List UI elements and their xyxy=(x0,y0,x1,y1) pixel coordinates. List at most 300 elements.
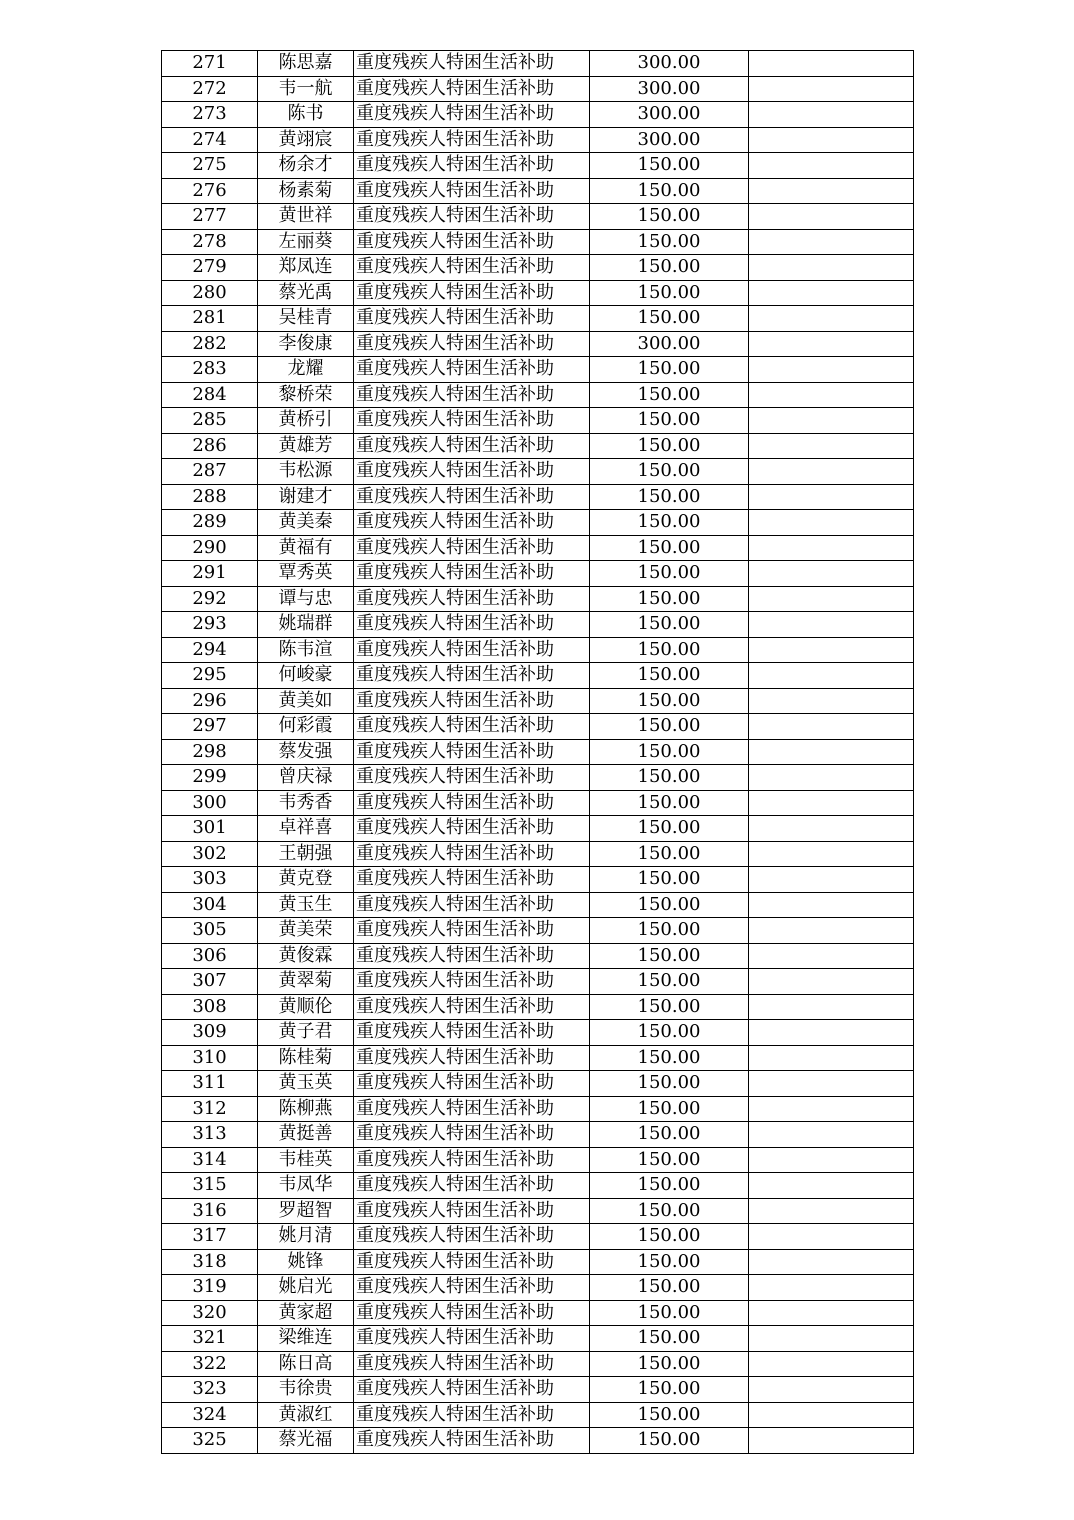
name-cell: 杨余才 xyxy=(258,153,354,179)
remark-cell xyxy=(749,255,914,281)
name-cell: 黄桥引 xyxy=(258,408,354,434)
subsidy-type-cell: 重度残疾人特困生活补助 xyxy=(354,280,590,306)
row-number-cell: 280 xyxy=(162,280,258,306)
amount-cell: 150.00 xyxy=(590,816,749,842)
amount-cell: 150.00 xyxy=(590,663,749,689)
table-row xyxy=(162,382,914,408)
table-row xyxy=(162,229,914,255)
amount-cell: 150.00 xyxy=(590,357,749,383)
amount-cell: 150.00 xyxy=(590,637,749,663)
amount-cell: 300.00 xyxy=(590,51,749,77)
name-cell: 陈柳燕 xyxy=(258,1096,354,1122)
subsidy-type-cell: 重度残疾人特困生活补助 xyxy=(354,535,590,561)
amount-cell: 300.00 xyxy=(590,331,749,357)
remark-cell xyxy=(749,484,914,510)
subsidy-type-cell: 重度残疾人特困生活补助 xyxy=(354,1249,590,1275)
amount-cell: 150.00 xyxy=(590,1198,749,1224)
row-number-cell: 289 xyxy=(162,510,258,536)
subsidy-type-cell: 重度残疾人特困生活补助 xyxy=(354,484,590,510)
subsidy-type-cell: 重度残疾人特困生活补助 xyxy=(354,918,590,944)
name-cell: 黄子君 xyxy=(258,1020,354,1046)
amount-cell: 150.00 xyxy=(590,1377,749,1403)
amount-cell: 150.00 xyxy=(590,688,749,714)
name-cell: 罗超智 xyxy=(258,1198,354,1224)
table-row xyxy=(162,331,914,357)
row-number-cell: 323 xyxy=(162,1377,258,1403)
row-number-cell: 321 xyxy=(162,1326,258,1352)
table-row xyxy=(162,178,914,204)
amount-cell: 150.00 xyxy=(590,1020,749,1046)
subsidy-type-cell: 重度残疾人特困生活补助 xyxy=(354,1122,590,1148)
row-number-cell: 314 xyxy=(162,1147,258,1173)
subsidy-type-cell: 重度残疾人特困生活补助 xyxy=(354,816,590,842)
amount-cell: 150.00 xyxy=(590,1224,749,1250)
table-row xyxy=(162,1147,914,1173)
name-cell: 黄家超 xyxy=(258,1300,354,1326)
name-cell: 姚启光 xyxy=(258,1275,354,1301)
row-number-cell: 273 xyxy=(162,102,258,128)
name-cell: 曾庆禄 xyxy=(258,765,354,791)
remark-cell xyxy=(749,153,914,179)
table-row xyxy=(162,969,914,995)
row-number-cell: 303 xyxy=(162,867,258,893)
row-number-cell: 278 xyxy=(162,229,258,255)
name-cell: 韦桂英 xyxy=(258,1147,354,1173)
table-row xyxy=(162,76,914,102)
row-number-cell: 279 xyxy=(162,255,258,281)
name-cell: 何彩霞 xyxy=(258,714,354,740)
name-cell: 姚瑞群 xyxy=(258,612,354,638)
remark-cell xyxy=(749,739,914,765)
name-cell: 韦凤华 xyxy=(258,1173,354,1199)
amount-cell: 150.00 xyxy=(590,1402,749,1428)
table-row xyxy=(162,408,914,434)
row-number-cell: 293 xyxy=(162,612,258,638)
remark-cell xyxy=(749,561,914,587)
amount-cell: 150.00 xyxy=(590,790,749,816)
remark-cell xyxy=(749,1224,914,1250)
amount-cell: 150.00 xyxy=(590,841,749,867)
row-number-cell: 276 xyxy=(162,178,258,204)
table-row xyxy=(162,510,914,536)
table-row xyxy=(162,1275,914,1301)
name-cell: 覃秀英 xyxy=(258,561,354,587)
subsidy-type-cell: 重度残疾人特困生活补助 xyxy=(354,1428,590,1454)
amount-cell: 150.00 xyxy=(590,535,749,561)
table-row xyxy=(162,867,914,893)
table-row xyxy=(162,994,914,1020)
row-number-cell: 285 xyxy=(162,408,258,434)
table-row xyxy=(162,816,914,842)
table-row xyxy=(162,204,914,230)
amount-cell: 150.00 xyxy=(590,510,749,536)
remark-cell xyxy=(749,229,914,255)
name-cell: 黎桥荣 xyxy=(258,382,354,408)
name-cell: 蔡光福 xyxy=(258,1428,354,1454)
subsidy-type-cell: 重度残疾人特困生活补助 xyxy=(354,459,590,485)
table-row xyxy=(162,1428,914,1454)
name-cell: 姚锋 xyxy=(258,1249,354,1275)
table-row xyxy=(162,459,914,485)
row-number-cell: 319 xyxy=(162,1275,258,1301)
row-number-cell: 301 xyxy=(162,816,258,842)
name-cell: 谢建才 xyxy=(258,484,354,510)
table-row xyxy=(162,306,914,332)
remark-cell xyxy=(749,1122,914,1148)
table-row xyxy=(162,535,914,561)
row-number-cell: 297 xyxy=(162,714,258,740)
remark-cell xyxy=(749,1147,914,1173)
table-row xyxy=(162,612,914,638)
remark-cell xyxy=(749,102,914,128)
row-number-cell: 286 xyxy=(162,433,258,459)
remark-cell xyxy=(749,1173,914,1199)
row-number-cell: 275 xyxy=(162,153,258,179)
amount-cell: 150.00 xyxy=(590,867,749,893)
name-cell: 郑凤连 xyxy=(258,255,354,281)
row-number-cell: 271 xyxy=(162,51,258,77)
row-number-cell: 305 xyxy=(162,918,258,944)
amount-cell: 150.00 xyxy=(590,1428,749,1454)
name-cell: 陈韦渲 xyxy=(258,637,354,663)
amount-cell: 150.00 xyxy=(590,204,749,230)
amount-cell: 150.00 xyxy=(590,561,749,587)
remark-cell xyxy=(749,535,914,561)
remark-cell xyxy=(749,994,914,1020)
table-row xyxy=(162,688,914,714)
remark-cell xyxy=(749,1249,914,1275)
row-number-cell: 308 xyxy=(162,994,258,1020)
name-cell: 杨素菊 xyxy=(258,178,354,204)
subsidy-type-cell: 重度残疾人特困生活补助 xyxy=(354,1096,590,1122)
row-number-cell: 315 xyxy=(162,1173,258,1199)
row-number-cell: 300 xyxy=(162,790,258,816)
amount-cell: 150.00 xyxy=(590,484,749,510)
subsidy-type-cell: 重度残疾人特困生活补助 xyxy=(354,306,590,332)
remark-cell xyxy=(749,612,914,638)
row-number-cell: 325 xyxy=(162,1428,258,1454)
remark-cell xyxy=(749,892,914,918)
subsidy-type-cell: 重度残疾人特困生活补助 xyxy=(354,663,590,689)
table-row xyxy=(162,943,914,969)
name-cell: 蔡光禹 xyxy=(258,280,354,306)
row-number-cell: 298 xyxy=(162,739,258,765)
subsidy-table xyxy=(161,50,914,1454)
subsidy-type-cell: 重度残疾人特困生活补助 xyxy=(354,561,590,587)
table-row xyxy=(162,102,914,128)
row-number-cell: 283 xyxy=(162,357,258,383)
subsidy-type-cell: 重度残疾人特困生活补助 xyxy=(354,255,590,281)
name-cell: 黄世祥 xyxy=(258,204,354,230)
row-number-cell: 281 xyxy=(162,306,258,332)
table-row xyxy=(162,892,914,918)
remark-cell xyxy=(749,663,914,689)
amount-cell: 150.00 xyxy=(590,280,749,306)
name-cell: 陈桂菊 xyxy=(258,1045,354,1071)
row-number-cell: 299 xyxy=(162,765,258,791)
name-cell: 黄福有 xyxy=(258,535,354,561)
amount-cell: 150.00 xyxy=(590,1045,749,1071)
table-row xyxy=(162,127,914,153)
amount-cell: 150.00 xyxy=(590,969,749,995)
row-number-cell: 312 xyxy=(162,1096,258,1122)
row-number-cell: 290 xyxy=(162,535,258,561)
name-cell: 黄翠菊 xyxy=(258,969,354,995)
table-row xyxy=(162,1377,914,1403)
subsidy-type-cell: 重度残疾人特困生活补助 xyxy=(354,1020,590,1046)
amount-cell: 150.00 xyxy=(590,918,749,944)
amount-cell: 150.00 xyxy=(590,408,749,434)
table-row xyxy=(162,663,914,689)
table-row xyxy=(162,739,914,765)
amount-cell: 150.00 xyxy=(590,1326,749,1352)
subsidy-type-cell: 重度残疾人特困生活补助 xyxy=(354,1071,590,1097)
name-cell: 黄顺伦 xyxy=(258,994,354,1020)
table-row xyxy=(162,765,914,791)
row-number-cell: 313 xyxy=(162,1122,258,1148)
remark-cell xyxy=(749,408,914,434)
subsidy-type-cell: 重度残疾人特困生活补助 xyxy=(354,637,590,663)
subsidy-type-cell: 重度残疾人特困生活补助 xyxy=(354,1300,590,1326)
name-cell: 卓祥喜 xyxy=(258,816,354,842)
table-row xyxy=(162,637,914,663)
remark-cell xyxy=(749,433,914,459)
amount-cell: 150.00 xyxy=(590,1122,749,1148)
row-number-cell: 320 xyxy=(162,1300,258,1326)
name-cell: 谭与忠 xyxy=(258,586,354,612)
row-number-cell: 284 xyxy=(162,382,258,408)
remark-cell xyxy=(749,306,914,332)
subsidy-type-cell: 重度残疾人特困生活补助 xyxy=(354,433,590,459)
row-number-cell: 318 xyxy=(162,1249,258,1275)
table-row xyxy=(162,1122,914,1148)
remark-cell xyxy=(749,637,914,663)
row-number-cell: 295 xyxy=(162,663,258,689)
subsidy-type-cell: 重度残疾人特困生活补助 xyxy=(354,1326,590,1352)
row-number-cell: 302 xyxy=(162,841,258,867)
table-row xyxy=(162,790,914,816)
subsidy-type-cell: 重度残疾人特困生活补助 xyxy=(354,153,590,179)
amount-cell: 300.00 xyxy=(590,76,749,102)
row-number-cell: 309 xyxy=(162,1020,258,1046)
row-number-cell: 311 xyxy=(162,1071,258,1097)
name-cell: 黄俊霖 xyxy=(258,943,354,969)
remark-cell xyxy=(749,280,914,306)
name-cell: 左丽葵 xyxy=(258,229,354,255)
subsidy-type-cell: 重度残疾人特困生活补助 xyxy=(354,1224,590,1250)
amount-cell: 150.00 xyxy=(590,1147,749,1173)
subsidy-type-cell: 重度残疾人特困生活补助 xyxy=(354,841,590,867)
subsidy-type-cell: 重度残疾人特困生活补助 xyxy=(354,1351,590,1377)
subsidy-type-cell: 重度残疾人特困生活补助 xyxy=(354,790,590,816)
amount-cell: 150.00 xyxy=(590,994,749,1020)
remark-cell xyxy=(749,1402,914,1428)
amount-cell: 150.00 xyxy=(590,1249,749,1275)
remark-cell xyxy=(749,1326,914,1352)
subsidy-type-cell: 重度残疾人特困生活补助 xyxy=(354,739,590,765)
name-cell: 黄淑红 xyxy=(258,1402,354,1428)
remark-cell xyxy=(749,51,914,77)
row-number-cell: 304 xyxy=(162,892,258,918)
subsidy-type-cell: 重度残疾人特困生活补助 xyxy=(354,331,590,357)
name-cell: 黄挺善 xyxy=(258,1122,354,1148)
table-row xyxy=(162,1300,914,1326)
name-cell: 姚月清 xyxy=(258,1224,354,1250)
table-row xyxy=(162,841,914,867)
row-number-cell: 306 xyxy=(162,943,258,969)
remark-cell xyxy=(749,1198,914,1224)
remark-cell xyxy=(749,1020,914,1046)
remark-cell xyxy=(749,1377,914,1403)
row-number-cell: 294 xyxy=(162,637,258,663)
amount-cell: 150.00 xyxy=(590,433,749,459)
remark-cell xyxy=(749,178,914,204)
subsidy-type-cell: 重度残疾人特困生活补助 xyxy=(354,612,590,638)
table-row xyxy=(162,918,914,944)
row-number-cell: 288 xyxy=(162,484,258,510)
row-number-cell: 287 xyxy=(162,459,258,485)
subsidy-type-cell: 重度残疾人特困生活补助 xyxy=(354,1275,590,1301)
table-row xyxy=(162,1020,914,1046)
row-number-cell: 324 xyxy=(162,1402,258,1428)
subsidy-type-cell: 重度残疾人特困生活补助 xyxy=(354,229,590,255)
name-cell: 龙耀 xyxy=(258,357,354,383)
amount-cell: 150.00 xyxy=(590,1071,749,1097)
subsidy-type-cell: 重度残疾人特困生活补助 xyxy=(354,1377,590,1403)
amount-cell: 300.00 xyxy=(590,102,749,128)
row-number-cell: 322 xyxy=(162,1351,258,1377)
subsidy-type-cell: 重度残疾人特困生活补助 xyxy=(354,994,590,1020)
remark-cell xyxy=(749,204,914,230)
remark-cell xyxy=(749,1096,914,1122)
remark-cell xyxy=(749,790,914,816)
name-cell: 陈日高 xyxy=(258,1351,354,1377)
table-row xyxy=(162,280,914,306)
amount-cell: 150.00 xyxy=(590,765,749,791)
table-row xyxy=(162,51,914,77)
table-row xyxy=(162,357,914,383)
amount-cell: 150.00 xyxy=(590,739,749,765)
row-number-cell: 292 xyxy=(162,586,258,612)
remark-cell xyxy=(749,76,914,102)
table-row xyxy=(162,255,914,281)
subsidy-type-cell: 重度残疾人特困生活补助 xyxy=(354,1045,590,1071)
name-cell: 黄玉英 xyxy=(258,1071,354,1097)
name-cell: 黄玉生 xyxy=(258,892,354,918)
amount-cell: 150.00 xyxy=(590,1275,749,1301)
table-row xyxy=(162,153,914,179)
amount-cell: 300.00 xyxy=(590,127,749,153)
amount-cell: 150.00 xyxy=(590,178,749,204)
row-number-cell: 291 xyxy=(162,561,258,587)
table-row xyxy=(162,1173,914,1199)
table-row xyxy=(162,1326,914,1352)
remark-cell xyxy=(749,765,914,791)
table-row xyxy=(162,1351,914,1377)
name-cell: 黄美如 xyxy=(258,688,354,714)
subsidy-type-cell: 重度残疾人特困生活补助 xyxy=(354,510,590,536)
name-cell: 黄美秦 xyxy=(258,510,354,536)
remark-cell xyxy=(749,1300,914,1326)
row-number-cell: 296 xyxy=(162,688,258,714)
remark-cell xyxy=(749,127,914,153)
name-cell: 黄美荣 xyxy=(258,918,354,944)
table-row xyxy=(162,1096,914,1122)
row-number-cell: 274 xyxy=(162,127,258,153)
row-number-cell: 317 xyxy=(162,1224,258,1250)
name-cell: 王朝强 xyxy=(258,841,354,867)
subsidy-type-cell: 重度残疾人特困生活补助 xyxy=(354,892,590,918)
subsidy-type-cell: 重度残疾人特困生活补助 xyxy=(354,688,590,714)
name-cell: 何峻豪 xyxy=(258,663,354,689)
name-cell: 韦徐贵 xyxy=(258,1377,354,1403)
amount-cell: 150.00 xyxy=(590,382,749,408)
amount-cell: 150.00 xyxy=(590,943,749,969)
name-cell: 韦松源 xyxy=(258,459,354,485)
remark-cell xyxy=(749,918,914,944)
row-number-cell: 277 xyxy=(162,204,258,230)
remark-cell xyxy=(749,459,914,485)
remark-cell xyxy=(749,867,914,893)
subsidy-type-cell: 重度残疾人特困生活补助 xyxy=(354,586,590,612)
remark-cell xyxy=(749,357,914,383)
name-cell: 李俊康 xyxy=(258,331,354,357)
subsidy-type-cell: 重度残疾人特困生活补助 xyxy=(354,714,590,740)
remark-cell xyxy=(749,816,914,842)
subsidy-type-cell: 重度残疾人特困生活补助 xyxy=(354,408,590,434)
name-cell: 蔡发强 xyxy=(258,739,354,765)
subsidy-type-cell: 重度残疾人特困生活补助 xyxy=(354,178,590,204)
table-row xyxy=(162,1402,914,1428)
remark-cell xyxy=(749,969,914,995)
remark-cell xyxy=(749,841,914,867)
table-row xyxy=(162,1249,914,1275)
remark-cell xyxy=(749,331,914,357)
name-cell: 陈书 xyxy=(258,102,354,128)
subsidy-type-cell: 重度残疾人特困生活补助 xyxy=(354,102,590,128)
amount-cell: 150.00 xyxy=(590,1300,749,1326)
name-cell: 韦秀香 xyxy=(258,790,354,816)
name-cell: 黄克登 xyxy=(258,867,354,893)
name-cell: 韦一航 xyxy=(258,76,354,102)
subsidy-table-body xyxy=(162,51,914,1454)
amount-cell: 150.00 xyxy=(590,1351,749,1377)
row-number-cell: 316 xyxy=(162,1198,258,1224)
amount-cell: 150.00 xyxy=(590,714,749,740)
subsidy-type-cell: 重度残疾人特困生活补助 xyxy=(354,943,590,969)
row-number-cell: 310 xyxy=(162,1045,258,1071)
subsidy-type-cell: 重度残疾人特困生活补助 xyxy=(354,127,590,153)
table-row xyxy=(162,586,914,612)
remark-cell xyxy=(749,1351,914,1377)
subsidy-type-cell: 重度残疾人特困生活补助 xyxy=(354,76,590,102)
row-number-cell: 272 xyxy=(162,76,258,102)
name-cell: 陈思嘉 xyxy=(258,51,354,77)
name-cell: 梁维连 xyxy=(258,1326,354,1352)
remark-cell xyxy=(749,382,914,408)
row-number-cell: 282 xyxy=(162,331,258,357)
table-row xyxy=(162,484,914,510)
table-row xyxy=(162,433,914,459)
subsidy-type-cell: 重度残疾人特困生活补助 xyxy=(354,1402,590,1428)
amount-cell: 150.00 xyxy=(590,255,749,281)
subsidy-type-cell: 重度残疾人特困生活补助 xyxy=(354,357,590,383)
table-row xyxy=(162,1045,914,1071)
amount-cell: 150.00 xyxy=(590,153,749,179)
amount-cell: 150.00 xyxy=(590,586,749,612)
remark-cell xyxy=(749,1071,914,1097)
amount-cell: 150.00 xyxy=(590,892,749,918)
